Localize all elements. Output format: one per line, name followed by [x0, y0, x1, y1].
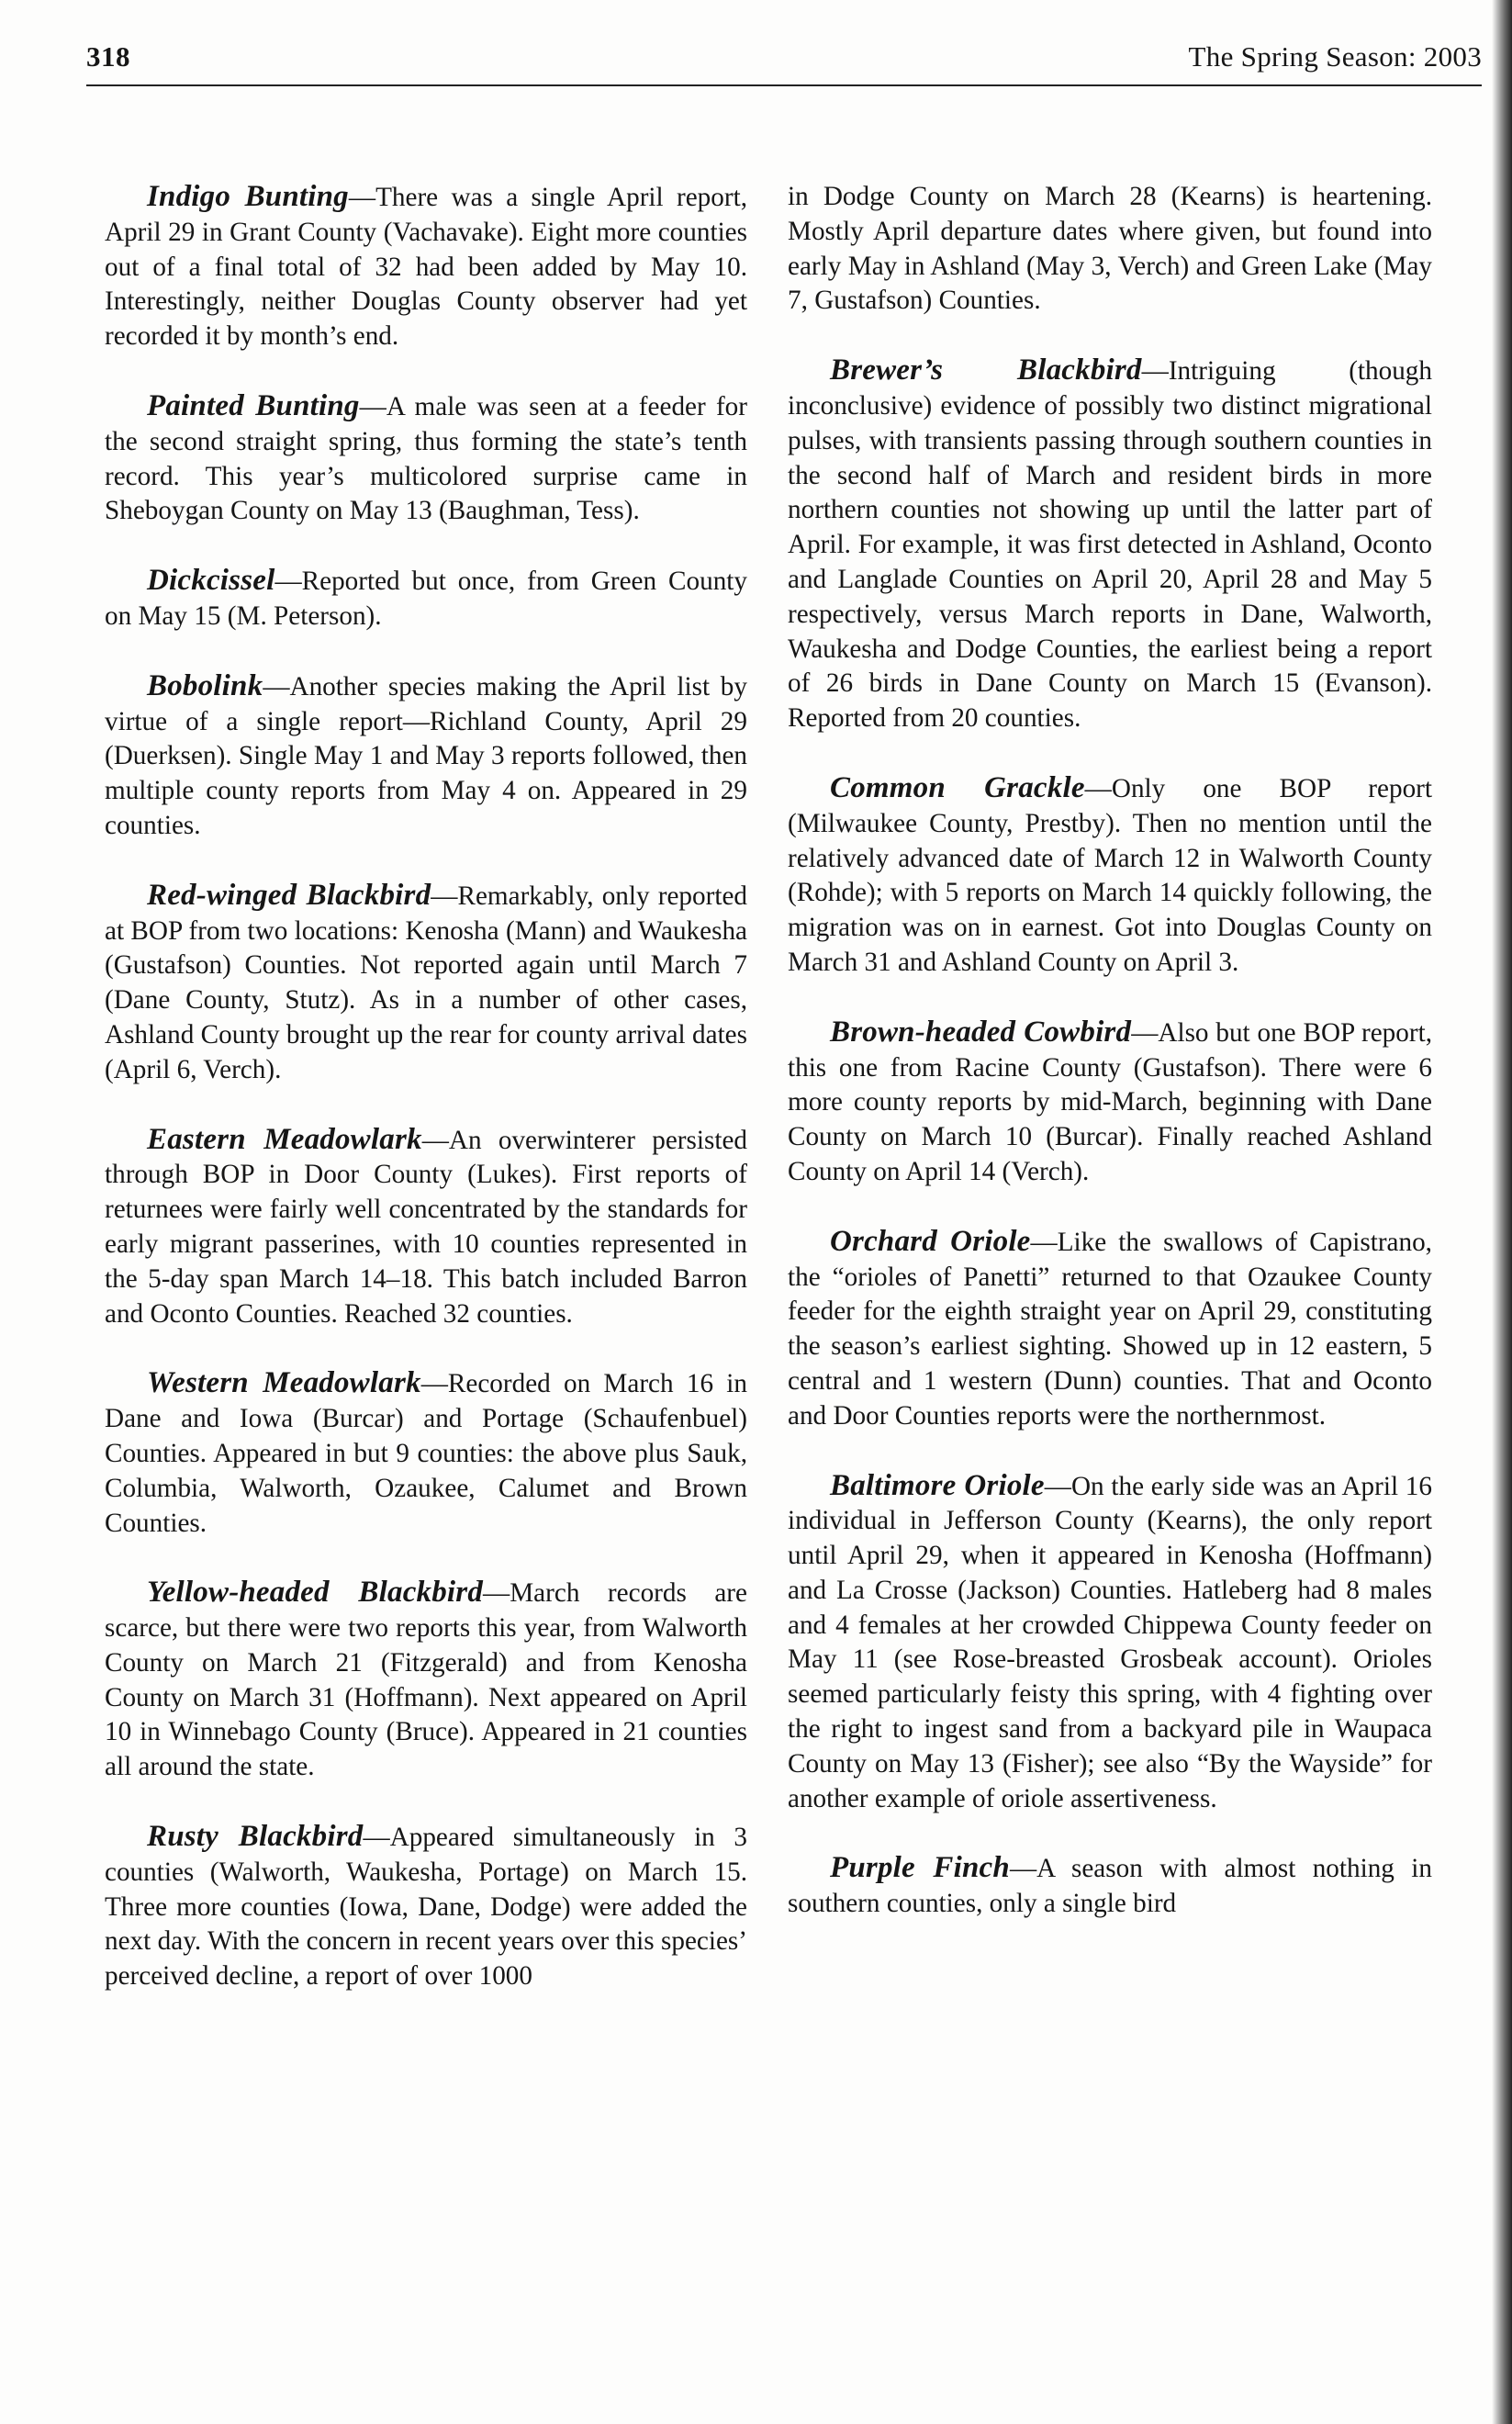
continued-text: in Dodge County on March 28 (Kearns) is heartening. Mostly April departure dates where given, but found into early May in Ashland (May 3, Verch) and Green Lake (May 7, Gustafson) Counties. [788, 182, 1432, 316]
species-name: Orchard Oriole [830, 1224, 1031, 1258]
species-name: Dickcissel [147, 564, 275, 598]
species-text: —There was a single April report, April 29 in Grant County (Vachavake). Eight more counties out of a final total of 32 had been added by May 10. Interestingly, neither Douglas County observer had yet recorded it by month’s end. [105, 183, 747, 352]
species-name: Indigo Bunting [147, 180, 349, 213]
species-name: Red-winged Blackbird [147, 878, 431, 912]
species-text: —March records are scarce, but there were two reports this year, from Walworth County on March 21 (Fitzgerald) and from Kenosha County on March 31 (Hoffmann). Next appeared on April 10 in Winnebago County (Bruce). Appeared in 21 counties all around the state. [105, 1578, 747, 1782]
page-number: 318 [86, 40, 130, 73]
species-account [105, 389, 747, 529]
species-text: —Only one BOP report (Milwaukee County, Prestby). Then no mention until the relatively advanced date of March 12 in Walworth County (Rohde); with 5 reports on March 14 quickly following, the migration was on in earnest. Got into Douglas County on March 31 and Ashland County on April 3. [788, 773, 1432, 977]
page-edge-shadow [1492, 0, 1512, 2424]
header-rule [86, 84, 1482, 86]
species-text: —Also but one BOP report, this one from Racine County (Gustafson). There were 6 more county reports by mid-March, beginning with Dane County on March 10 (Burcar). Finally reached Ashland County on April 14 (Verch). [788, 1017, 1432, 1186]
species-account [105, 180, 747, 354]
species-text: —An overwinterer persisted through BOP in Door County (Lukes). First reports of returnees were fairly well concentrated by the standards for early migrant passerines, with 10 counties represented in the 5-day span March 14–18. This batch included Barron and Oconto Counties. Reached 32 counties. [105, 1125, 747, 1329]
species-account [105, 879, 747, 1088]
species-text: —Like the swallows of Capistrano, the “orioles of Panetti” returned to that Ozaukee County feeder for the eighth straight year on April 29, constituting the season’s earliest sighting. Showed up in 12 eastern, 5 central and 1 western (Dunn) counties. That and Oconto and Door Counties reports were the northernmost. [788, 1227, 1432, 1431]
left-column [105, 180, 747, 2029]
species-account [105, 1366, 747, 1541]
species-text: —Another species making the April list by virtue of a single report—Richland County, April 29 (Duerksen). Single May 1 and May 3 reports followed, then multiple county reports from May 4 on. Appeared in 29 counties. [105, 671, 747, 840]
species-text: —Intriguing (though inconclusive) evidence of possibly two distinct migrational pulses, with transients passing through southern counties in the second half of March and resident birds in more northern counties not showing up until the latter part of April. For example, it was first detected in Ashland, Oconto and Langlade Counties on April 20, April 28 and May 5 respectively, versus March reports in Dane, Walworth, Waukesha and Dodge Counties, the earliest being a report of 26 birds in Dane County on March 15 (Evanson). Reported from 20 counties. [788, 356, 1432, 734]
species-name: Purple Finch [830, 1851, 1010, 1885]
species-account [788, 354, 1432, 736]
species-account [105, 669, 747, 844]
species-text: —A male was seen at a feeder for the second straight spring, thus forming the state’s tenth record. This year’s multicolored surprise came in Sheboygan County on May 13 (Baughman, Tess). [105, 391, 747, 526]
species-text: —Appeared simultaneously in 3 counties (Walworth, Waukesha, Portage) on March 15. Three more counties (Iowa, Dane, Dodge) were added the next day. With the concern in recent years over this species’ perceived decline, a report of over 1000 [105, 1823, 748, 1992]
species-name: Baltimore Oriole [830, 1468, 1045, 1502]
species-name: Brown-headed Cowbird [830, 1015, 1132, 1049]
species-name: Brewer’s Blackbird [830, 354, 1142, 387]
species-name: Bobolink [147, 668, 263, 702]
species-account [788, 1016, 1432, 1190]
species-account [788, 1225, 1432, 1434]
species-account [788, 1469, 1432, 1817]
species-text: —Recorded on March 16 in Dane and Iowa (Burcar) and Portage (Schaufenbuel) Counties. Appeared in but 9 counties: the above plus Sauk, Columbia, Walworth, Ozaukee, Calumet and Brown Counties. [105, 1369, 747, 1538]
species-account [105, 1576, 747, 1785]
species-name: Western Meadowlark [147, 1366, 421, 1400]
species-text: —Reported but once, from Green County on May 15 (M. Peterson). [105, 567, 747, 631]
species-account [105, 1123, 747, 1332]
species-name: Rusty Blackbird [147, 1820, 364, 1854]
species-account [105, 1820, 747, 1994]
species-text: —A season with almost nothing in southern counties, only a single bird [788, 1854, 1432, 1919]
species-name: Common Grackle [830, 770, 1085, 804]
species-account [105, 564, 747, 634]
species-account [788, 771, 1432, 981]
running-head [86, 40, 1482, 86]
species-name: Eastern Meadowlark [147, 1122, 422, 1156]
species-name: Painted Bunting [147, 388, 360, 422]
species-text: —On the early side was an April 16 individual in Jefferson County (Kearns), the only report until April 29, when it appeared in Kenosha (Hoffmann) and La Crosse (Jackson) Counties. Hatleberg had 8 males and 4 females at her crowded Chippewa County feeder on May 11 (see Rose-breasted Grosbeak account). Orioles seemed particularly feisty this spring, with 4 fighting over the right to ingest sand from a backyard pile in Waupaca County on May 13 (Fisher); see also “By the Wayside” for another example of oriole assertiveness. [788, 1471, 1432, 1813]
species-text: —Remarkably, only reported at BOP from two locations: Kenosha (Mann) and Waukesha (Gustafson) Counties. Not reported again until March 7 (Dane County, Stutz). As in a number of other cases, Ashland County brought up the rear for county arrival dates (April 6, Verch). [105, 881, 747, 1084]
journal-title: The Spring Season: 2003 [1188, 40, 1482, 73]
species-account [788, 1851, 1432, 1922]
species-name: Yellow-headed Blackbird [147, 1576, 484, 1610]
right-column [788, 180, 1432, 1957]
